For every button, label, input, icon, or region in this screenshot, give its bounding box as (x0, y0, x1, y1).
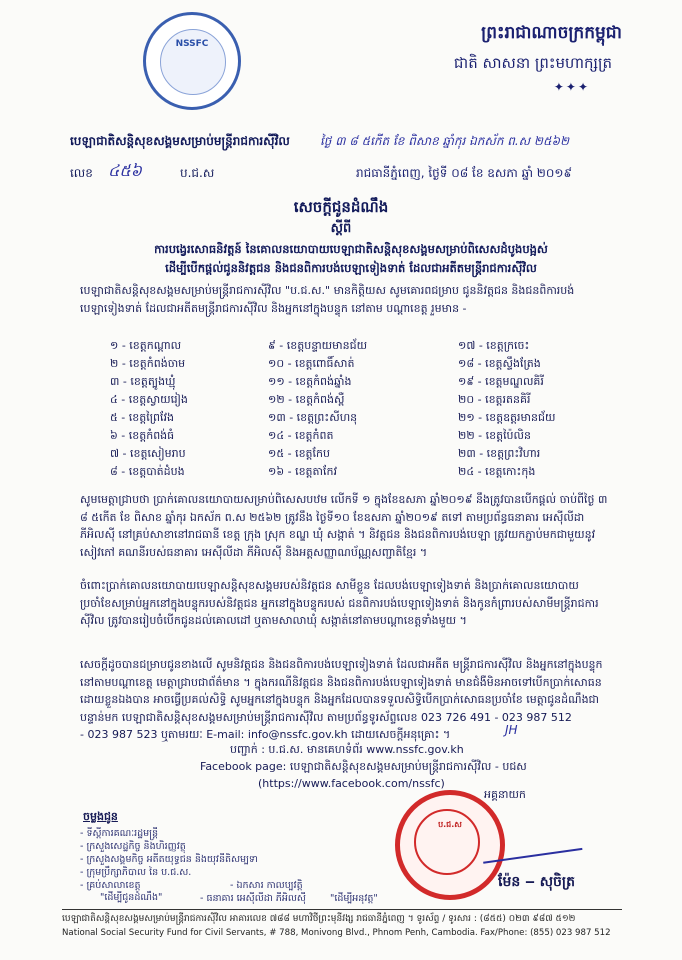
province-item: ៩ - ខេត្តបន្ទាយមានជ័យ (268, 339, 368, 352)
recipient-note: "ដើម្បីជូនដំណឹង" (100, 892, 163, 903)
province-item: ២៤ - ខេត្តកោះកុង (458, 465, 536, 478)
kingdom-title: ព្រះរាជាណាចក្រកម្ពុជា (481, 23, 622, 43)
recipient-note: "ដើម្បីអនុវត្ត" (330, 893, 378, 904)
facebook-page: Facebook page: បេឡាជាតិសន្តិសុខសង្គមសម្រាប់មន្ត្រីរាជការស៊ីវិល - បជស (200, 760, 527, 773)
facebook-url: (https://www.facebook.com/nssfc) (258, 777, 445, 790)
signatory-title: អគ្គនាយក (484, 788, 526, 801)
province-item: ១៩ - ខេត្តមណ្ឌលគិរី (458, 375, 544, 388)
province-item: ២២ - ខេត្តប៉ៃលិន (458, 429, 531, 442)
province-item: ១៣ - ខេត្តព្រះសីហនុ (268, 411, 358, 424)
subject-word: ស្តីពី (330, 221, 352, 236)
recipient-item: - ធនាគារ អេស៊ីលីដា ភីអិលស៊ី (200, 893, 306, 904)
recipient-item: - ឯកសារ កាលប្បវត្តិ (230, 880, 303, 891)
handwritten-initials: JH (505, 723, 518, 737)
paragraph-4: សេចក្តីដូចបានជម្រាបជូនខាងលើ សូមនិវត្តជន និងជនពិការបង់បេឡាទៀងទាត់ ដែលជាអតីត មន្ត្រីរាជការស៊ីវិល និងអ្នកនៅក្នុងបន្ទុកនៅតាមបណ្តាខេត្ត មេត្តាជ្រាបជាព័ត៌មាន ។ ក្នុងករណីនិវត្តជន និងជនពិការបង់បេឡាទៀងទាត់ មានជំងឺមិនអាចទៅបើកប្រាក់សោធនដោយខ្លួនឯងបាន អាចធ្វើប្រគល់សិទ្ធិ សូមអ្នកនៅក្នុងបន្ទុក និងអ្នកដែលបានទទួលសិទ្ធិបើកប្រាក់សោធនប្រចាំខែ មេត្តាជូនដំណឹងជាបន្ទាន់មក បេឡាជាតិសន្តិសុខសង្គមសម្រាប់មន្ត្រីរាជការស៊ីវិល តាមប្រព័ន្ធទូរស័ព្ទលេខ 023 726 491 - 023 987 512 (80, 658, 603, 724)
province-item: ១៨ - ខេត្តស្ទឹងត្រែង (458, 357, 541, 370)
signatory-name: ម៉ែន ‒ សុចិត្រ (498, 874, 575, 890)
province-item: ៤ - ខេត្តស្វាយរៀង (110, 393, 188, 406)
recipient-item: - ក្រសួងសេដ្ឋកិច្ច និងហិរញ្ញវត្ថុ (80, 841, 186, 852)
issue-date: រាជធានីភ្នំពេញ, ថ្ងៃទី ០៨ ខែ ឧសភា ឆ្នាំ ២០១៩ (356, 166, 572, 180)
province-item: ៣ - ខេត្តត្បូងឃ្មុំ (110, 375, 176, 388)
footer-divider (62, 909, 622, 910)
ornament-divider: ✦✦✦ (553, 80, 590, 94)
lunar-date: ថ្ងៃ ៣ ៨ ៥កើត ខែ ពិសាខ ឆ្នាំកុរ ឯកស័ក ព.ស ២៥៦២ (320, 134, 570, 148)
province-item: ៧ - ខេត្តសៀមរាប (110, 447, 186, 460)
province-item: ១២ - ខេត្តកំពង់ស្ពឺ (268, 393, 345, 406)
reference-label: លេខ (70, 166, 93, 180)
province-item: ២ - ខេត្តកំពង់ចាម (110, 357, 186, 370)
paragraph-1: បេឡាជាតិសន្តិសុខសង្គមសម្រាប់មន្ត្រីរាជការស៊ីវិល "ប.ជ.ស." មានកិត្តិយស សូមគោរពជម្រាប ជូននិវត្តជន និងជនពិការបង់បេឡាទៀងទាត់ ដែលជាអតីតមន្ត្រីរាជការស៊ីវិល និងអ្នកនៅក្នុងបន្ទុក នៅតាម បណ្តាខេត្ត រួមមាន - (80, 284, 575, 315)
reference-suffix: ប.ជ.ស (180, 166, 215, 180)
organization-name: បេឡាជាតិសន្តិសុខសង្គមសម្រាប់មន្ត្រីរាជការស៊ីវិល (70, 134, 290, 148)
recipient-item: - គ្រប់សាលាខេត្ត (80, 880, 141, 891)
province-item: ២១ - ខេត្តឧត្តរមានជ័យ (458, 411, 556, 424)
logo-text: NSSFC (175, 39, 209, 49)
paragraph-3: ចំពោះប្រាក់គោលនយោបាយបេឡាសន្តិសុខសង្គមរបស់និវត្តជន សាមីខ្លួន ដែលបង់បេឡាទៀងទាត់ និងប្រាក់គោលនយោបាយប្រចាំខែសម្រាប់អ្នកនៅក្នុងបន្ទុករបស់និវត្តជន អ្នកនៅក្នុងបន្ទុករបស់ ជនពិការបង់បេឡាទៀងទាត់ និងកូនកំព្រារបស់សាមីមន្ត្រីរាជការស៊ីវិល ត្រូវបានរៀបចំបើកជូនដល់គោលដៅ ឬតាមសាលាឃុំ សង្កាត់នៅតាមបណ្តាខេត្តទាំងមួយ ។ (80, 579, 599, 627)
reference-number: ៤៥៦ (108, 161, 142, 180)
subject-line-2: ដើម្បីបើកផ្តល់ជូននិវត្តជន និងជនពិការបង់បេឡាទៀងទាត់ ដែលជាអតីតមន្ត្រីរាជការស៊ីវិល (165, 261, 537, 275)
website-note: បញ្ជាក់ : ប.ជ.ស. មានគេហទំព័រ www.nssfc.gov.kh (230, 743, 464, 756)
province-item: ៦ - ខេត្តកំពង់ធំ (110, 429, 175, 442)
province-item: ១៦ - ខេត្តតាកែវ (268, 465, 337, 478)
paragraph-2: សូមមេត្តាជ្រាបថា ប្រាក់គោលនយោបាយសម្រាប់ពិសេសបឋម លើកទី ១ ក្នុងខែឧសភា ឆ្នាំ២០១៩ នឹងត្រូវបានបើកផ្តល់ ចាប់ពីថ្ងៃ ៣ ៨ ៥កើត ខែ ពិសាខ ឆ្នាំកុរ ឯកស័ក ព.ស ២៥៦២ ត្រូវនឹង ថ្ងៃទី១០ ខែឧសភា ឆ្នាំ២០១៩ តទៅ តាមប្រព័ន្ធធនាគារ អេស៊ីលីដា ភីអិលស៊ី នៅគ្រប់សាខានៅរាជធានី ខេត្ត ក្រុង ស្រុក ខណ្ឌ ឃុំ សង្កាត់ ។ និវត្តជន និងជនពិការបង់បេឡា ត្រូវយកភ្ជាប់មកជាមួយនូវសៀវភៅ គណនីរបស់ធនាគារ អេស៊ីលីដា ភីអិលស៊ី និងអត្តសញ្ញាណប័ណ្ណសញ្ជាតិខ្មែរ ។ (80, 493, 608, 559)
recipient-item: - ទីស្តីការគណៈរដ្ឋមន្ត្រី (80, 828, 159, 839)
province-item: ៨ - ខេត្តបាត់ដំបង (110, 465, 185, 478)
recipient-item: - ក្រសួងសង្គមកិច្ច អតីតយុទ្ធជន និងយុវនីតិសម្បទា (80, 854, 258, 865)
subject-line-1: ការបង្វេរសោធនិវត្តន៍ នៃគោលនយោបាយបេឡាជាតិសន្តិសុខសង្គមសម្រាប់ពិសេសដំបូងបង្អស់ (154, 242, 548, 256)
footer-address-km: បេឡាជាតិសន្តិសុខសង្គមសម្រាប់មន្ត្រីរាជការស៊ីវិល អាគារលេខ ៧៨៨ មហាវិថីព្រះមុនីវង្ស រាជធានីភ្នំពេញ ។ ទូរស័ព្ទ / ទូរសារ : (៨៥៥) ០២៣ ៩៨៧ ៥១២ (62, 914, 576, 924)
seal-text: ប.ជ.ស (438, 820, 462, 829)
national-motto: ជាតិ សាសនា ព្រះមហាក្សត្រ (453, 54, 612, 72)
recipient-item: - ក្រុមប្រឹក្សាភិបាល នៃ ប.ជ.ស. (80, 867, 192, 878)
province-item: ២០ - ខេត្តរតនគិរី (458, 393, 531, 406)
subject-heading (60, 240, 642, 278)
document-type-title: សេចក្តីជូនដំណឹង (293, 198, 389, 216)
province-item: ១៧ - ខេត្តក្រចេះ (458, 339, 530, 352)
province-item: ១០ - ខេត្តពោធិ៍សាត់ (268, 357, 355, 370)
contact-line: - 023 987 523 ឬតាមរយៈ E-mail: info@nssfc.gov.kh ដោយសេចក្តីអនុគ្រោះ ។ (80, 728, 451, 741)
province-item: ១ - ខេត្តកណ្តាល (110, 339, 182, 352)
province-item: ១១ - ខេត្តកំពង់ឆ្នាំង (268, 375, 352, 388)
nssfc-logo (143, 12, 241, 110)
footer-address-en: National Social Security Fund for Civil Servants, # 788, Monivong Blvd., Phnom Penh, Cambodia. Fax/Phone: (855) 023 987 512 (62, 928, 611, 938)
province-item: ២៣ - ខេត្តព្រះវិហារ (458, 447, 541, 460)
province-item: ៥ - ខេត្តព្រៃវែង (110, 411, 174, 424)
province-item: ១៤ - ខេត្តកំពត (268, 429, 334, 442)
recipients-heading: ចម្លងជូន (83, 810, 118, 823)
province-item: ១៥ - ខេត្តកែប (268, 447, 330, 460)
